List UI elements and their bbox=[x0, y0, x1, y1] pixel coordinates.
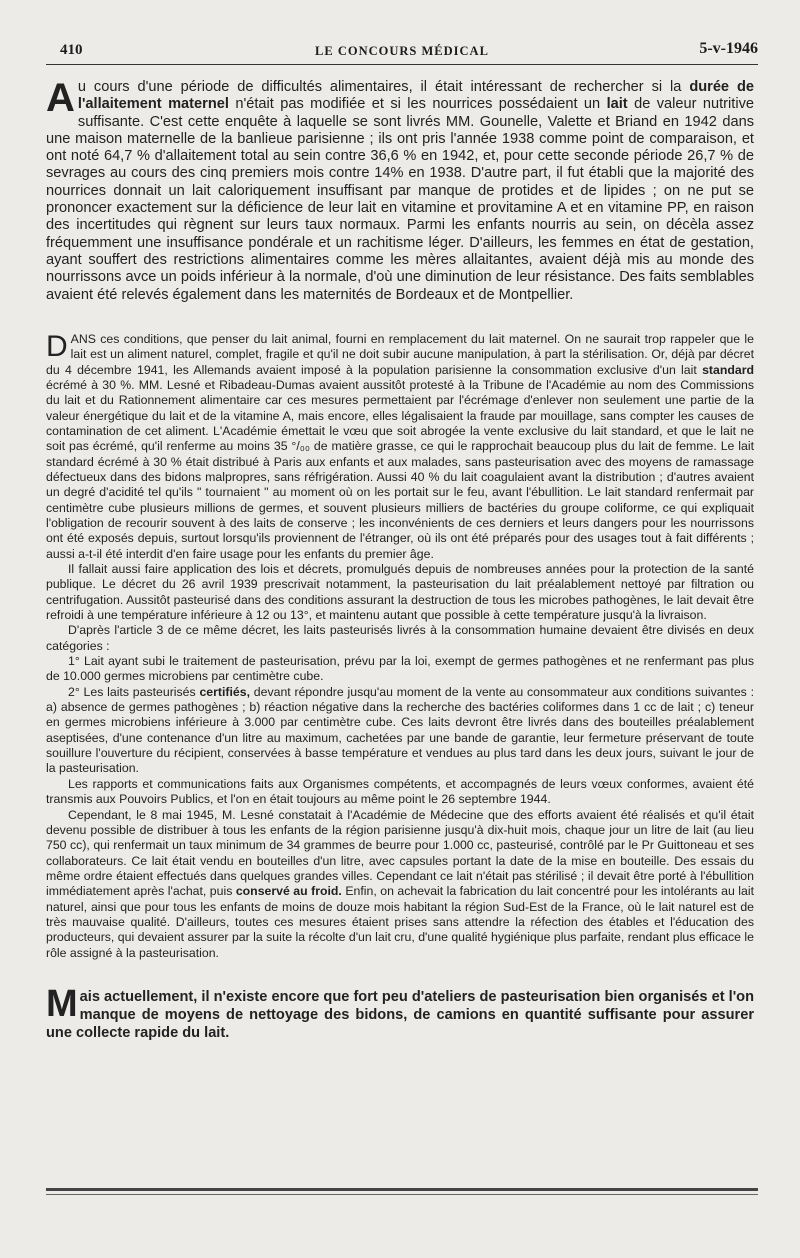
header-rule bbox=[46, 64, 758, 65]
body-text: ANS ces conditions, que penser du lait animal, fourni en remplacement du lait maternel. On ne saurait trop rappeler que le lait est un aliment naturel, complet, fragile et qu'il ne doit subir aucune manipulation, à part la stérilisation. Or, déjà par décret du 4 décembre 1941, les Allemands avaient imposé à la population parisienne la consommation exclusive d'un lait bbox=[46, 331, 754, 377]
emphasis-text: conservé au froid. bbox=[235, 884, 342, 899]
section-breastfeeding bbox=[46, 76, 754, 304]
journal-title: LE CONCOURS MÉDICAL bbox=[315, 44, 489, 58]
body-text: devant répondre jusqu'au moment de la vente au consommateur aux conditions suivantes : a) absence de germes pathogènes ; b) réaction négative dans la recherche des bactéries coliformes dans 1 cc de lait ; c) teneur en germes microbiens inférieure à 3.000 par centimètre cube. Ces laits devront être livrés dans des bouteilles préalablement aseptisées, d'une contenance d'un litre au maximum, cachetées par une bande de garantie, leur fermeture préservant de toute souillure l'ouverture du récipient, conservées à basse température et vendues au plus tard dans les deux jours, suivant le jour de la pasteurisation. bbox=[46, 684, 754, 776]
drop-cap: A bbox=[46, 76, 75, 120]
body-text: Cependant, le 8 mai 1945, M. Lesné constatait à l'Académie de Médecine que des efforts avaient été réalisés et qu'il était devenu possible de distribuer à tous les enfants de la région parisienne jusqu'à dix-huit mois, chaque jour un litre de lait (au lieu 750 cc), qui renfermait un taux minimum de 34 grammes de beurre pour 1.000 cc, pasteurisé, contrôlé par le Pr Guittoneau et ses collaborateurs. Ce lait était vendu en bouteilles d'un litre, avec capsules portant la date de la mise en bouteille. Des essais du même ordre étaient effectués dans quelques grandes villes. Cependant ce lait n'était pas stérilisé ; il devait être porté à l'ébullition immédiatement après l'achat, puis bbox=[46, 807, 754, 899]
emphasis-text: standard bbox=[702, 362, 754, 377]
body-text: Enfin, on achevait la fabrication du lait concentré pour les intolérants au lait naturel, ainsi que pour tous les enfants de moins de douze mois habitant la région Sud-Est de la France, où le lait naturel est de très mauvaise qualité. D'ailleurs, toutes ces mesures étaient prises sans attendre la réfection des étables et l'éducation des producteurs, qui devaient assurer par la suite la récolte d'un lait cru, d'une qualité hygiénique plus parfaite, rendant plus efficace le rôle assigné à la pasteurisation. bbox=[46, 884, 754, 960]
running-header bbox=[46, 36, 758, 60]
body-text: de valeur nutritive suffisante. C'est cette enquête à laquelle se sont livrés MM. Gounelle, Valette et Briand en 1942 dans une maison maternelle de la banlieue parisienne ; ils ont pris l'année 1938 comme point de comparaison, et ont noté 64,7 % d'allaitement total au sein contre 36,6 % en 1942, et, pour cette seconde période 26,7 % de sevrages au cours des cinq premiers mois contre 14% en 1938. D'autre part, il fut établi que la majorité des nourrices donnait un lait caloriquement insuffisant par manque de protides et de lipides ; on ne put se prononcer exactement sur la déficience de leur lait en vitamine et provitamine A et en vitamine PP, en raison des incertitudes qui règnent sur leurs taux normaux. Parmi les enfants nourris au sein, on décèla assez fréquemment une insuffisance pondérale et un rachitisme léger. D'ailleurs, les femmes en état de gestation, ayant souffert des restrictions alimentaires comme les mères allaitantes, avaient déjà mis au monde des nourrissons avce un poids inférieur à la normale, d'où une diminution de leur résistance. Des faits semblables avaient été relevés également dans les maternités de Bordeaux et de Montpellier. bbox=[46, 96, 754, 303]
emphasis-text: certifiés, bbox=[199, 684, 251, 699]
body-text: u cours d'une période de difficultés alimentaires, il était intéressant de rechercher si la bbox=[77, 79, 690, 95]
body-text: 2° Les laits pasteurisés bbox=[68, 684, 200, 699]
section-animal-milk bbox=[46, 329, 754, 961]
issue-date: 5-v-1946 bbox=[699, 40, 758, 57]
footer-rule-thin bbox=[46, 1194, 758, 1195]
paragraph: D'après l'article 3 de ce même décret, les laits pasteurisés livrés à la consommation humaine devaient être divisés en deux catégories : bbox=[46, 623, 754, 653]
list-item: 1° Lait ayant subi le traitement de pasteurisation, prévu par la loi, exempt de germes pathogènes et ne renfermant pas plus de 10.000 germes microbiens par centimètre cube. bbox=[46, 654, 754, 684]
emphasis-text: durée de l'allaitement maternel bbox=[77, 79, 754, 113]
paragraph: Les rapports et communications faits aux Organismes compétents, et accompagnés de leurs vœux conformes, avaient été transmis aux Pouvoirs Publics, et l'on en était toujours au même point le 26 septembre 1944. bbox=[46, 776, 754, 807]
body-text: ais actuellement, il n'existe encore que fort peu d'ateliers de pasteurisation bien organisés et l'on manque de moyens de nettoyage des bidons, de camions en quantité suffisante pour assurer une collecte rapide du lait. bbox=[46, 988, 754, 1041]
drop-cap: D bbox=[46, 329, 68, 363]
section-pasteurisation-workshops bbox=[46, 982, 754, 1042]
paragraph bbox=[46, 329, 754, 562]
drop-cap: M bbox=[46, 982, 78, 1025]
paragraph: Il fallait aussi faire application des lois et décrets, promulgués depuis de nombreuses années pour la protection de la santé publique. Le décret du 26 avril 1939 prescrivait notamment, la pasteurisation du lait préalablement nettoyé par filtration ou centrifugation. Aussitôt pasteurisé dans des conditions assurant la destruction de tous les microbes pathogènes, le lait devait être refroidi à une température inférieure à 12 ou 13°, et maintenu autant que possible à cette température jusqu'à la livraison. bbox=[46, 562, 754, 623]
page-number: 410 bbox=[60, 42, 83, 58]
list-item bbox=[46, 685, 754, 777]
footer-rule bbox=[46, 1188, 758, 1191]
body-text: n'était pas modifiée et si les nourrices possédaient un bbox=[228, 96, 607, 113]
body-text: écrémé à 30 %. MM. Lesné et Ribadeau-Dumas avaient aussitôt protesté à la Tribune de l'Académie au nom des Commissions du lait et du Rationnement alimentaire car ces mesures permettaient par l'écrémage d'enlever non seulement une partie de la valeur énergétique du lait et de la vitamine A, mais encore, elles légalisaient la fraude par mouillage, sans compter les causes de contamination de cet aliment. L'Académie émettait le vœu que soit abrogée la vente exclusive du lait standard, et que le lait ne soit pas écrémé, qu'il renferme au moins 35 °/₀₀ de matière grasse, ce qui le rapprochait beaucoup plus du lait de femme. Le lait standard écrémé à 30 % était distribué à Paris aux enfants et aux malades, sans pasteurisation avec des moyens de ramassage défectueux dans des bidons malpropres, sans réfrigération. Aussi 40 % du lait coagulaient avant la distribution ; d'autres avaient un degré d'acidité tel qu'ils " tournaient " au moment où on les portait sur le feu, avant l'ébullition. Le lait standard renfermait par centimètre cube plusieurs millions de germes, et souvent plusieurs milliers de bactéries du groupe coliforme, ce qui expliquait l'obligation de recourir souvent à des laits de conserve ; les inconvénients de ces derniers et leurs dangers pour les nourrissons ont été exposés depuis, surtout lorsqu'ils proviennent de l'étranger, où ils ont été préparés pour des usages tout à fait différents ; aussi a-t-il été interdit d'en faire usage pour les enfants du premier âge. bbox=[46, 377, 754, 561]
emphasis-text: lait bbox=[606, 96, 628, 113]
paragraph bbox=[46, 808, 754, 961]
